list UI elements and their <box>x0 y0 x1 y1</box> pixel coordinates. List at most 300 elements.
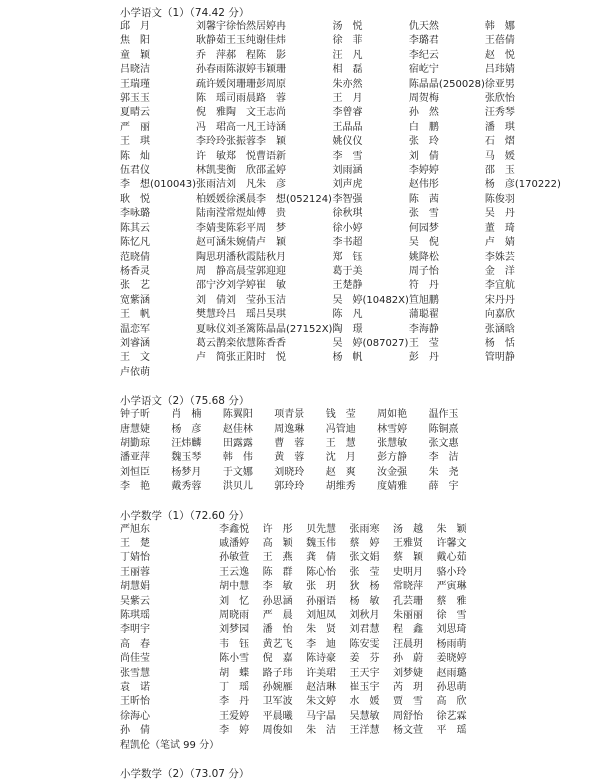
candidate-name: 卫军波 <box>262 696 293 708</box>
candidate-name: 汤 越 <box>393 523 424 535</box>
candidate-name: 吴紫云 <box>120 595 150 607</box>
candidate-name: 樊慧玲 <box>195 309 226 321</box>
candidate-name: 黄艺飞 <box>262 638 293 650</box>
candidate-name: 孙 倩 <box>120 725 150 737</box>
candidate-name: 李 敏 <box>262 581 293 593</box>
candidate-name: 丁 瑶 <box>219 682 250 694</box>
candidate-name: 王诗涵 <box>255 121 286 133</box>
candidate-name: 邵孟婷 <box>255 165 286 177</box>
candidate-name: 郭迎迎 <box>255 265 286 277</box>
candidate-name: 姜 芬 <box>349 653 380 665</box>
candidate-name: 王洋慧 <box>349 725 380 737</box>
candidate-name: 贝先慧 <box>306 523 337 535</box>
candidate-name: 韩 伟 <box>222 452 253 464</box>
candidate-name: 王 楚 <box>120 538 150 549</box>
candidate-name: 衡 欣 <box>225 165 256 177</box>
candidate-name: 相 磊 <box>332 64 363 76</box>
candidate-name: 芮 玥 <box>393 682 424 694</box>
candidate-name: 许美珺 <box>306 667 337 679</box>
candidate-name: 刘 倩 <box>195 294 226 306</box>
name-grid <box>120 408 480 494</box>
candidate-name: 孙思萌 <box>436 682 467 694</box>
candidate-name: 曹语新 <box>255 150 286 162</box>
candidate-name: 陈晶晶(250028) <box>408 78 485 90</box>
candidate-name: 路 蓉 <box>255 93 286 105</box>
candidate-name: 夏咏仪 <box>195 323 226 335</box>
candidate-name: 贾 雪 <box>393 696 424 708</box>
candidate-name: 胡维秀 <box>325 481 356 493</box>
candidate-name: 陶思玥 <box>195 251 226 263</box>
candidate-name: 白 鹏 <box>408 121 439 133</box>
candidate-name: 赵雨璐 <box>436 667 467 679</box>
candidate-name: 陈小雪 <box>219 653 250 665</box>
candidate-name: 李书超 <box>332 237 363 249</box>
candidate-name: 陈琪瑶 <box>120 610 150 622</box>
candidate-name: 张 艺 <box>120 280 150 292</box>
candidate-name: 陈 凡 <box>332 309 363 321</box>
candidate-name: 刘梦园 <box>219 624 250 636</box>
candidate-name: 朱 洁 <box>306 725 337 737</box>
candidate-name: 马 媛 <box>484 150 515 162</box>
candidate-name: 向嘉欣 <box>484 309 515 321</box>
candidate-name: 朱 颖 <box>436 523 467 535</box>
candidate-name: 金 洋 <box>484 265 515 277</box>
candidate-name: 李 洁 <box>428 452 459 464</box>
candidate-name: 张 雪 <box>408 208 439 220</box>
candidate-name: 李玲玲 <box>195 136 226 148</box>
candidate-name: 杨 敏 <box>349 595 380 607</box>
candidate-name: 徐海心 <box>120 710 150 722</box>
candidate-name: 刘 忆 <box>219 595 250 607</box>
candidate-name: 葛云鹊 <box>195 337 226 349</box>
candidate-name: 许 彤 <box>262 523 293 535</box>
candidate-name: 傅 贵 <box>255 208 286 220</box>
candidate-name: 孙敏萱 <box>219 552 250 564</box>
candidate-name: 石 熠 <box>484 136 515 148</box>
candidate-name: 周子怡 <box>408 265 439 277</box>
candidate-name: 杨 恬 <box>484 337 515 349</box>
candidate-name: 张欣怡 <box>484 93 515 105</box>
candidate-name: 高 春 <box>120 638 150 650</box>
candidate-name: 疏许媛 <box>195 78 226 90</box>
candidate-name: 张振蓉 <box>225 136 256 148</box>
candidate-name: 李 想(052124) <box>255 193 332 205</box>
candidate-name: 王蓓倩 <box>484 35 515 47</box>
candidate-name: 徐艺霖 <box>436 710 467 722</box>
candidate-name: 陈铜熹 <box>428 423 459 435</box>
candidate-name: 陈俊羽 <box>484 193 515 205</box>
candidate-name: 倪 嘉 <box>262 653 293 665</box>
candidate-name: 孙 然 <box>408 107 439 119</box>
candidate-name: 蔡 雅 <box>436 595 467 607</box>
candidate-name: 崔玉宇 <box>349 682 380 694</box>
candidate-name: 张文惠 <box>428 437 459 449</box>
candidate-name: 沈 月 <box>325 452 356 464</box>
candidate-name: 赵洁琳 <box>306 682 337 694</box>
candidate-name: 李曾睿 <box>332 107 363 119</box>
candidate-name: 高一凡 <box>225 121 256 133</box>
candidate-name: 温作玉 <box>428 409 459 421</box>
candidate-name: 柏媛媛 <box>195 193 226 205</box>
candidate-name: 陶 文 <box>225 107 256 119</box>
candidate-name: 张雨寒 <box>349 523 380 535</box>
name-grid <box>120 20 561 380</box>
candidate-name: 徐小婷 <box>332 222 363 234</box>
candidate-name: 吕 瑶 <box>225 309 256 321</box>
candidate-name: 陈翼阳 <box>222 409 253 421</box>
candidate-name: 杨 彦(170222) <box>484 179 561 191</box>
candidate-name: 刘声虎 <box>332 179 363 191</box>
candidate-name: 戴秀蓉 <box>171 481 202 493</box>
candidate-name: 崔 敏 <box>255 280 286 292</box>
candidate-name: 司雨晨 <box>225 93 256 105</box>
candidate-name: 李咏璐 <box>120 208 150 220</box>
candidate-name: 平 瑶 <box>436 725 467 737</box>
candidate-name: 程凯伦（笔试 99 分） <box>120 739 220 751</box>
candidate-name: 潘亚萍 <box>120 452 150 464</box>
candidate-name: 卢依萌 <box>120 366 150 378</box>
candidate-name: 于文娜 <box>222 466 253 478</box>
candidate-name: 刘馨宇 <box>195 21 226 32</box>
candidate-name: 项青景 <box>274 409 305 421</box>
candidate-name: 刘 莹 <box>225 294 256 306</box>
candidate-name: 严寅琳 <box>436 581 467 593</box>
candidate-name: 李 颖 <box>255 136 286 148</box>
candidate-name: 张 莹 <box>349 566 380 578</box>
candidate-name: 李 丹 <box>219 696 250 708</box>
candidate-name: 徐秋琪 <box>332 208 363 220</box>
candidate-name: 孙 蔚 <box>393 653 424 665</box>
candidate-name: 王昕怡 <box>120 696 150 708</box>
candidate-name: 吴 倪 <box>408 237 439 249</box>
candidate-name: 薛 宇 <box>428 481 459 493</box>
candidate-name: 朱亦然 <box>332 78 363 90</box>
candidate-name: 孙婉雁 <box>262 682 293 694</box>
candidate-name: 卢 简 <box>195 352 226 364</box>
candidate-name: 骆小玲 <box>436 566 467 578</box>
candidate-name: 童 颖 <box>120 49 150 61</box>
candidate-name: 刘 凡 <box>225 179 256 191</box>
candidate-name: 时 悦 <box>255 352 286 364</box>
score-section <box>120 394 480 494</box>
candidate-name: 常煜灿 <box>225 208 256 220</box>
candidate-name: 郑 悦 <box>225 150 256 162</box>
candidate-name: 管明静 <box>484 352 515 364</box>
candidate-name: 朱婉倩 <box>225 237 256 249</box>
candidate-name: 汪 凡 <box>332 49 363 61</box>
section-title: 小学数学（1）（72.60 分） <box>120 509 250 522</box>
candidate-name: 汪秀琴 <box>484 107 515 119</box>
candidate-name: 陈 瑶 <box>195 93 226 105</box>
candidate-name: 唐慧婕 <box>120 423 150 435</box>
candidate-name: 王志尚 <box>255 107 286 119</box>
candidate-name: 笪旭鹏 <box>408 294 439 306</box>
candidate-name: 王雅贤 <box>393 538 424 549</box>
candidate-name: 邵宁汐 <box>195 280 226 292</box>
candidate-name: 李明宇 <box>120 624 150 636</box>
candidate-name: 戴心茹 <box>436 552 467 564</box>
candidate-name: 周贺梅 <box>408 93 439 105</box>
candidate-name: 李 婷 <box>219 725 250 737</box>
candidate-name: 李姝芸 <box>484 251 515 263</box>
candidate-name: 黄 蓉 <box>274 452 305 464</box>
candidate-name: 曹 蓉 <box>274 437 305 449</box>
candidate-name: 周 静 <box>195 265 226 277</box>
candidate-name: 郭玲玲 <box>274 481 305 493</box>
candidate-name: 符 丹 <box>408 280 439 292</box>
candidate-name: 伍君仪 <box>120 165 150 177</box>
candidate-name: 赵可涵 <box>195 237 226 249</box>
candidate-name: 戚潘婷 <box>219 538 250 549</box>
candidate-name: 严旭东 <box>120 523 150 535</box>
candidate-name: 吴 丹 <box>484 208 515 220</box>
candidate-name: 陈安雯 <box>349 638 380 650</box>
candidate-name: 蔡 颖 <box>393 552 424 564</box>
candidate-name: 刘圣篱 <box>225 323 256 335</box>
candidate-name: 丁婧怡 <box>120 552 150 564</box>
candidate-name: 邵 玉 <box>484 165 515 177</box>
candidate-name: 王云逸 <box>219 566 250 578</box>
candidate-name: 徐怡然 <box>225 21 256 32</box>
candidate-name: 魏玉伟 <box>306 538 337 549</box>
candidate-name: 高晨莹 <box>225 265 256 277</box>
candidate-name: 韦 钰 <box>219 638 250 650</box>
candidate-name: 周舒怡 <box>393 710 424 722</box>
candidate-name: 卢 婧 <box>484 237 515 249</box>
candidate-name: 肖 楠 <box>171 409 202 421</box>
candidate-name: 李 艳 <box>120 481 150 493</box>
candidate-name: 杨 帆 <box>332 352 363 364</box>
candidate-name: 潘秋霞 <box>225 251 256 263</box>
candidate-name: 王 莹 <box>408 337 439 349</box>
candidate-name: 杨雨萌 <box>436 638 467 650</box>
candidate-name: 杨梦月 <box>171 466 202 478</box>
candidate-name: 葛于美 <box>332 265 363 277</box>
candidate-name: 姚降松 <box>408 251 439 263</box>
candidate-name: 刘恒臣 <box>120 466 150 478</box>
candidate-name: 王玉纯 <box>225 35 256 47</box>
candidate-name: 韩 娜 <box>484 21 515 32</box>
candidate-name: 张正阳 <box>225 352 256 364</box>
score-section <box>120 509 480 754</box>
candidate-name: 郝 程 <box>225 49 256 61</box>
candidate-name: 王楚静 <box>332 280 363 292</box>
candidate-name: 徐溪晨 <box>225 193 256 205</box>
candidate-name: 汪晨玥 <box>393 638 424 650</box>
candidate-name: 度婧雅 <box>377 481 408 493</box>
candidate-name: 彭 丹 <box>408 352 439 364</box>
candidate-name: 王 月 <box>332 93 363 105</box>
candidate-name: 赵 悦 <box>484 49 515 61</box>
candidate-name: 李婧斐 <box>195 222 226 234</box>
candidate-name: 杨香灵 <box>120 265 150 277</box>
candidate-name: 董 琦 <box>484 222 515 234</box>
candidate-name: 胡中慧 <box>219 581 250 593</box>
candidate-name: 邱 月 <box>120 21 150 32</box>
candidate-name: 汝金强 <box>377 466 408 478</box>
candidate-name: 周如艳 <box>377 409 408 421</box>
candidate-name: 汪炜麟 <box>171 437 202 449</box>
candidate-name: 潘 怡 <box>262 624 293 636</box>
candidate-name: 王丽蓉 <box>120 566 150 578</box>
candidate-name: 郑 钰 <box>332 251 363 263</box>
candidate-name: 田露露 <box>222 437 253 449</box>
candidate-name: 刘睿涵 <box>120 337 150 349</box>
candidate-name: 狄 杨 <box>349 581 380 593</box>
candidate-name: 张雨洁 <box>195 179 226 191</box>
candidate-name: 陈 群 <box>262 566 293 578</box>
candidate-name: 杨文萱 <box>393 725 424 737</box>
candidate-name: 温恋军 <box>120 323 150 335</box>
candidate-name: 周逸琳 <box>274 423 305 435</box>
candidate-name: 陆秋月 <box>255 251 286 263</box>
candidate-name: 姚仪仪 <box>332 136 363 148</box>
candidate-name: 王瑞瑾 <box>120 78 150 90</box>
candidate-name: 刘旭凤 <box>306 610 337 622</box>
candidate-name: 吕昊琪 <box>255 309 286 321</box>
candidate-name: 陈晶晶(27152X) <box>255 323 333 335</box>
candidate-name: 卢 颖 <box>255 237 286 249</box>
score-section <box>120 6 561 380</box>
candidate-name: 李 想(010043) <box>120 179 196 191</box>
candidate-name: 周 梦 <box>255 222 286 234</box>
candidate-name: 李婷婷 <box>408 165 439 177</box>
candidate-name: 蒲聪翟 <box>408 309 439 321</box>
name-grid <box>120 523 480 754</box>
candidate-name: 汤 悦 <box>332 21 363 32</box>
candidate-name: 马宇晶 <box>306 710 337 722</box>
candidate-name: 李智强 <box>332 193 363 205</box>
candidate-name: 谢佳炜 <box>255 35 286 47</box>
candidate-name: 赵 爽 <box>325 466 356 478</box>
candidate-name: 赵伟彤 <box>408 179 439 191</box>
candidate-name: 张文娟 <box>349 552 380 564</box>
candidate-name: 高 欣 <box>436 696 467 708</box>
candidate-name: 李鑫悦 <box>219 523 250 535</box>
candidate-name: 程 鑫 <box>393 624 424 636</box>
candidate-name: 陈心怡 <box>306 566 337 578</box>
candidate-name: 胡慧娟 <box>120 581 150 593</box>
candidate-name: 姜晓婷 <box>436 653 467 665</box>
candidate-name: 王晶晶 <box>332 121 363 133</box>
candidate-name: 王 慧 <box>325 437 356 449</box>
candidate-name: 陈忆凡 <box>120 237 150 249</box>
candidate-name: 吕玮婧 <box>484 64 515 76</box>
candidate-name: 刘梦婕 <box>393 667 424 679</box>
candidate-name: 林雪婷 <box>377 423 408 435</box>
candidate-name: 陈诗豪 <box>306 653 337 665</box>
candidate-name: 陈彩平 <box>225 222 256 234</box>
candidate-name: 李海静 <box>408 323 439 335</box>
candidate-name: 栾依慧 <box>225 337 256 349</box>
candidate-name: 王天宇 <box>349 667 380 679</box>
candidate-name: 陈淑婷 <box>225 64 256 76</box>
candidate-name: 耿静茹 <box>195 35 226 47</box>
candidate-name: 陈香香 <box>255 337 286 349</box>
candidate-name: 水 媛 <box>349 696 380 708</box>
candidate-name: 朱文婷 <box>306 696 337 708</box>
candidate-name: 朱丽丽 <box>393 610 424 622</box>
candidate-name: 何园梦 <box>408 222 439 234</box>
candidate-name: 林凯斐 <box>195 165 226 177</box>
candidate-name: 严 丽 <box>120 121 150 133</box>
candidate-name: 刘秋月 <box>349 610 380 622</box>
candidate-name: 孙玉洁 <box>255 294 286 306</box>
candidate-name: 冯管迪 <box>325 423 356 435</box>
candidate-name: 赵佳林 <box>222 423 253 435</box>
candidate-name: 陆南滢 <box>195 208 226 220</box>
candidate-name: 陈 茜 <box>408 193 439 205</box>
candidate-name: 龚 倩 <box>306 552 337 564</box>
candidate-name: 张慧敏 <box>377 437 408 449</box>
candidate-name: 李 迪 <box>306 638 337 650</box>
candidate-name: 吴 婷(087027) <box>332 337 409 349</box>
candidate-name: 乔 萍 <box>195 49 226 61</box>
candidate-name: 高 颖 <box>262 538 293 549</box>
candidate-name: 钱 莹 <box>325 409 356 421</box>
candidate-name: 闵珊珊 <box>225 78 256 90</box>
candidate-name: 朱 尧 <box>428 466 459 478</box>
candidate-name: 尚佳莹 <box>120 653 150 665</box>
candidate-name: 许 敏 <box>195 150 226 162</box>
candidate-name: 陈 影 <box>255 49 286 61</box>
candidate-name: 袁 诺 <box>120 682 150 694</box>
section-title: 小学语文（2）（75.68 分） <box>120 395 250 408</box>
candidate-name: 吴 婷(10482X) <box>332 294 409 306</box>
candidate-name: 常晓萍 <box>393 581 424 593</box>
section-title: 小学数学（2）（73.07 分） <box>120 768 250 781</box>
candidate-name: 耿 悦 <box>120 193 150 205</box>
candidate-name: 刘君慧 <box>349 624 380 636</box>
candidate-name: 徐 菲 <box>332 35 363 47</box>
candidate-name: 钟子昕 <box>120 409 150 421</box>
candidate-name: 范晓倩 <box>120 251 150 263</box>
candidate-name: 胡勤琼 <box>120 437 150 449</box>
candidate-name: 王 琪 <box>120 136 150 148</box>
candidate-name: 郭玉玉 <box>120 93 150 105</box>
candidate-name: 张涵晗 <box>484 323 515 335</box>
candidate-name: 冯 珺 <box>195 121 226 133</box>
candidate-name: 彭方静 <box>377 452 408 464</box>
candidate-name: 刘雨涵 <box>332 165 363 177</box>
candidate-name: 路子玮 <box>262 667 293 679</box>
candidate-name: 陈其云 <box>120 222 150 234</box>
candidate-name: 仇天然 <box>408 21 439 32</box>
candidate-name: 张 玥 <box>306 581 337 593</box>
candidate-name: 居婷冉 <box>255 21 286 32</box>
candidate-name: 潘 琪 <box>484 121 515 133</box>
candidate-name: 魏玉琴 <box>171 452 202 464</box>
candidate-name: 李 雪 <box>332 150 363 162</box>
candidate-name: 孙丽语 <box>306 595 337 607</box>
candidate-name: 彭周原 <box>255 78 286 90</box>
candidate-name: 刘 倩 <box>408 150 439 162</box>
candidate-name: 史明月 <box>393 566 424 578</box>
section-title: 小学语文（1）（74.42 分） <box>120 7 250 19</box>
candidate-name: 张 玲 <box>408 136 439 148</box>
candidate-name: 倪 雅 <box>195 107 226 119</box>
candidate-name: 韦颖珊 <box>255 64 286 76</box>
candidate-name: 王 文 <box>120 352 150 364</box>
candidate-name: 朱 贤 <box>306 624 337 636</box>
candidate-name: 刘思琦 <box>436 624 467 636</box>
candidate-name: 洪贝儿 <box>222 481 253 493</box>
candidate-name: 王 燕 <box>262 552 293 564</box>
candidate-name: 李纪云 <box>408 49 439 61</box>
candidate-name: 王 帆 <box>120 309 150 321</box>
candidate-name: 吴慧敏 <box>349 710 380 722</box>
candidate-name: 平晨曦 <box>262 710 293 722</box>
